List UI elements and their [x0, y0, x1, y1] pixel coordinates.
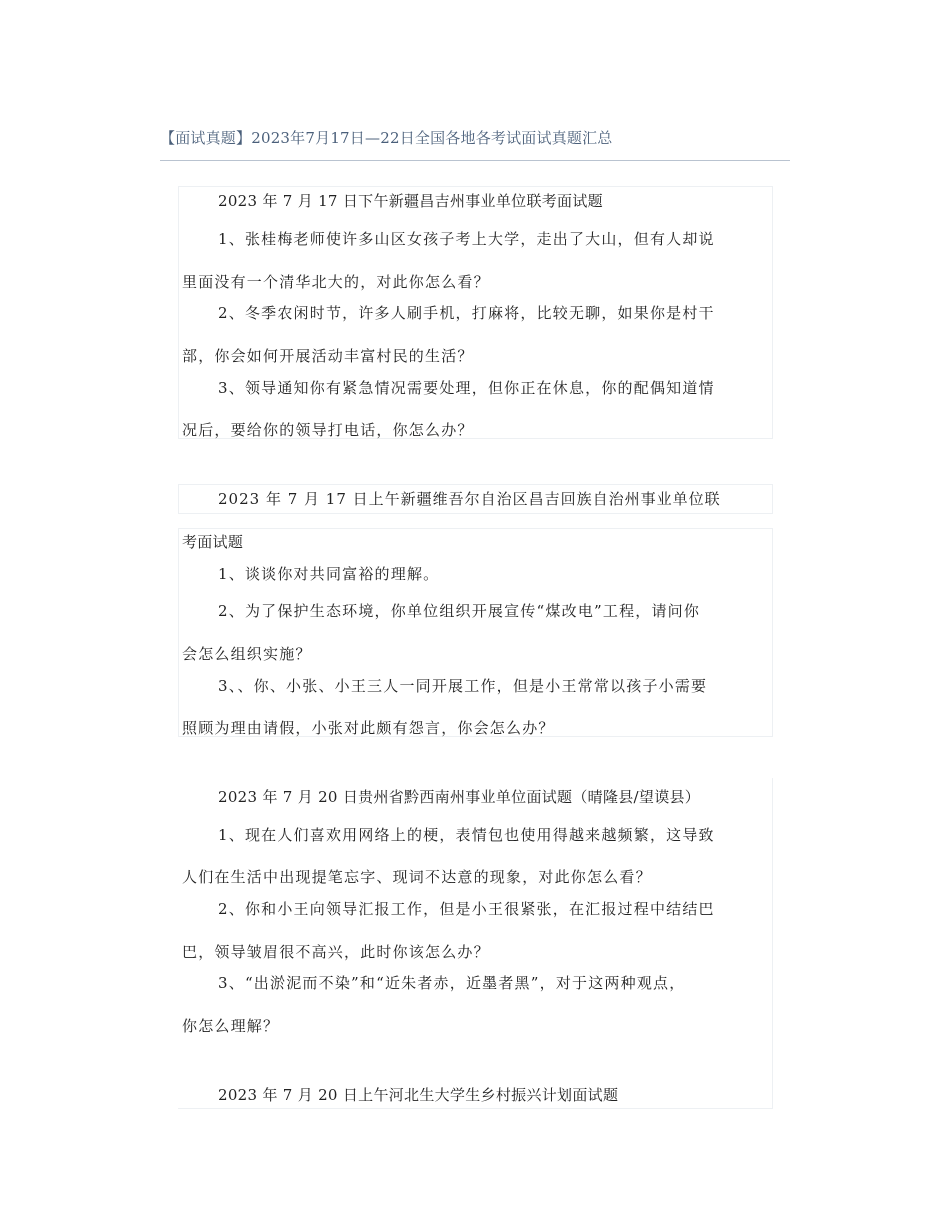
- question-text: 1、现在人们喜欢用网络上的梗，表情包也使用得越来越频繁，这导致: [218, 826, 715, 844]
- question-text: 你怎么理解？: [182, 1017, 280, 1035]
- question-text: 2、你和小王向领导汇报工作，但是小王很紧张，在汇报过程中结结巴: [218, 900, 715, 918]
- question-text: 况后，要给你的领导打电话，你怎么办？: [182, 421, 474, 439]
- document-title: 【面试真题】2023年7月17日—22日全国各地各考试面试真题汇总: [160, 129, 613, 147]
- section-heading: 考面试题: [182, 533, 244, 551]
- question-text: 2、冬季农闲时节，许多人刷手机，打麻将，比较无聊，如果你是村干: [218, 304, 715, 322]
- question-text: 人们在生活中出现提笔忘字、现词不达意的现象，对此你怎么看？: [182, 868, 652, 886]
- question-text: 巴，领导皱眉很不高兴，此时你该怎么办？: [182, 943, 490, 961]
- title-divider: [160, 160, 790, 161]
- section-heading: 2023 年 7 月 20 日贵州省黔西南州事业单位面试题（晴隆县/望谟县）: [218, 788, 701, 806]
- question-text: 会怎么组织实施？: [182, 645, 312, 663]
- section-box: [178, 528, 773, 737]
- section-heading: 2023 年 7 月 20 日上午河北生大学生乡村振兴计划面试题: [218, 1086, 619, 1104]
- question-text: 3、领导通知你有紧急情况需要处理，但你正在休息，你的配偶知道情: [218, 379, 715, 397]
- question-text: 2、为了保护生态环境，你单位组织开展宣传“煤改电”工程，请问你: [218, 602, 701, 620]
- question-text: 里面没有一个清华北大的，对此你怎么看？: [182, 273, 490, 291]
- section-box-bottom: [178, 1108, 773, 1109]
- question-text: 1、谈谈你对共同富裕的理解。: [218, 565, 440, 583]
- question-text: 部，你会如何开展活动丰富村民的生活？: [182, 347, 474, 365]
- section-heading: 2023 年 7 月 17 日上午新疆维吾尔自治区昌吉回族自治州事业单位联: [218, 490, 721, 508]
- question-text: 3、、你、小张、小王三人一同开展工作，但是小王常常以孩子小需要: [218, 677, 708, 695]
- question-text: 3、“出淤泥而不染”和“近朱者赤，近墨者黑”，对于这两种观点，: [218, 974, 686, 992]
- question-text: 照顾为理由请假，小张对此颇有怨言，你会怎么办？: [182, 719, 555, 737]
- section-heading: 2023 年 7 月 17 日下午新疆昌吉州事业单位联考面试题: [218, 192, 603, 210]
- question-text: 1、张桂梅老师使许多山区女孩子考上大学，走出了大山，但有人却说: [218, 230, 715, 248]
